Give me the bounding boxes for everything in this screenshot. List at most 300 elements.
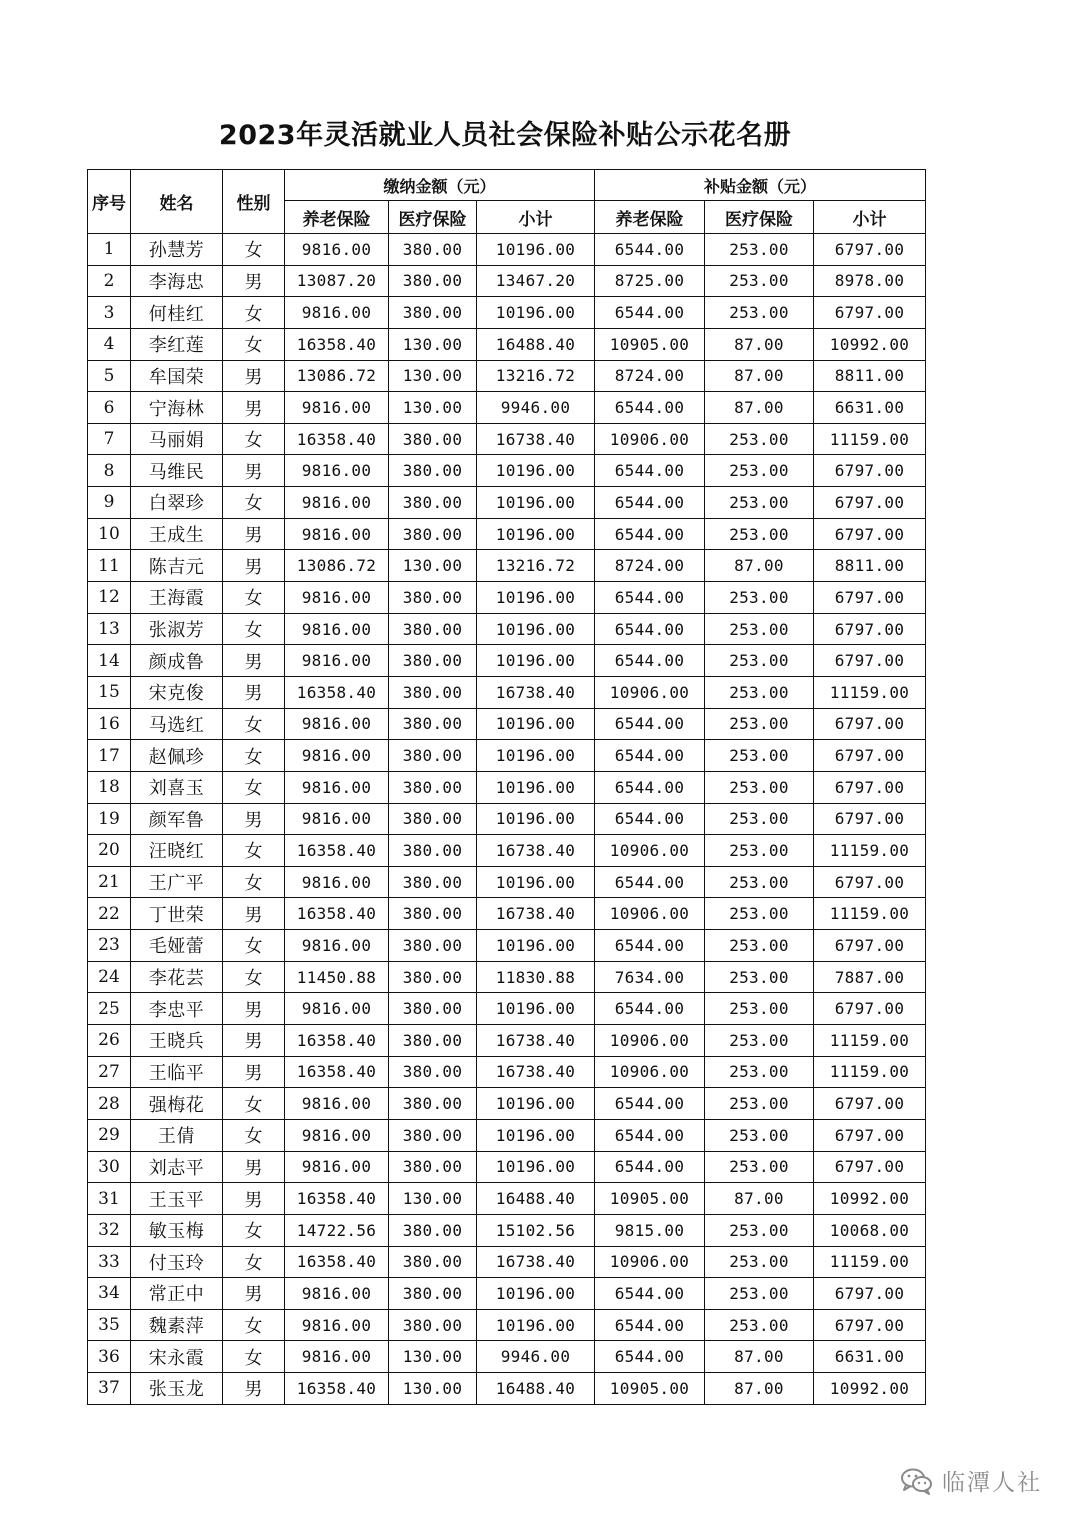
cell-subsidy-medical: 253.00 [705,961,814,993]
cell-paid-medical: 380.00 [389,740,477,772]
table-row [88,518,926,550]
cell-subsidy-subtotal: 6797.00 [814,297,926,329]
cell-seq: 18 [88,771,131,803]
cell-paid-medical: 130.00 [389,360,477,392]
cell-paid-pension: 16358.40 [285,898,389,930]
cell-paid-medical: 380.00 [389,1214,477,1246]
table-row [88,297,926,329]
cell-paid-subtotal: 10196.00 [477,645,595,677]
cell-paid-subtotal: 16488.40 [477,1373,595,1405]
table-row [88,1183,926,1215]
cell-gender: 女 [223,1341,285,1373]
cell-name: 王晓兵 [131,1025,223,1057]
col-header-subsidy-medical: 医疗保险 [705,201,814,234]
cell-paid-pension: 9816.00 [285,613,389,645]
cell-subsidy-pension: 8725.00 [595,265,705,297]
cell-paid-medical: 380.00 [389,803,477,835]
cell-subsidy-medical: 87.00 [705,550,814,582]
cell-subsidy-subtotal: 7887.00 [814,961,926,993]
table-row [88,392,926,424]
cell-name: 白翠珍 [131,487,223,519]
cell-paid-medical: 380.00 [389,487,477,519]
cell-gender: 女 [223,423,285,455]
cell-name: 李花芸 [131,961,223,993]
cell-subsidy-subtotal: 8811.00 [814,360,926,392]
cell-subsidy-medical: 253.00 [705,297,814,329]
cell-paid-subtotal: 10196.00 [477,803,595,835]
cell-subsidy-medical: 253.00 [705,613,814,645]
cell-subsidy-medical: 87.00 [705,1373,814,1405]
cell-subsidy-pension: 6544.00 [595,455,705,487]
cell-seq: 14 [88,645,131,677]
table-row [88,1278,926,1310]
cell-paid-pension: 9816.00 [285,297,389,329]
watermark [900,1464,1042,1497]
cell-paid-subtotal: 9946.00 [477,392,595,424]
cell-paid-subtotal: 9946.00 [477,1341,595,1373]
cell-subsidy-medical: 253.00 [705,234,814,266]
cell-paid-subtotal: 13467.20 [477,265,595,297]
table-row [88,835,926,867]
cell-name: 强梅花 [131,1088,223,1120]
cell-subsidy-pension: 8724.00 [595,360,705,392]
cell-gender: 男 [223,1373,285,1405]
cell-seq: 6 [88,392,131,424]
cell-paid-pension: 13087.20 [285,265,389,297]
page-title: 2023年灵活就业人员社会保险补贴公示花名册 [218,120,792,151]
cell-seq: 26 [88,1025,131,1057]
cell-name: 张淑芳 [131,613,223,645]
cell-subsidy-medical: 253.00 [705,582,814,614]
table-row [88,961,926,993]
cell-name: 李海忠 [131,265,223,297]
cell-name: 敏玉梅 [131,1214,223,1246]
cell-subsidy-pension: 6544.00 [595,392,705,424]
table-row [88,613,926,645]
cell-subsidy-pension: 6544.00 [595,1088,705,1120]
cell-paid-medical: 130.00 [389,550,477,582]
cell-paid-subtotal: 16488.40 [477,1183,595,1215]
cell-subsidy-subtotal: 6797.00 [814,1278,926,1310]
table-row [88,487,926,519]
cell-paid-pension: 9816.00 [285,392,389,424]
cell-gender: 女 [223,866,285,898]
cell-gender: 女 [223,1214,285,1246]
cell-seq: 24 [88,961,131,993]
cell-gender: 男 [223,518,285,550]
cell-seq: 17 [88,740,131,772]
cell-subsidy-subtotal: 8811.00 [814,550,926,582]
cell-seq: 7 [88,423,131,455]
cell-seq: 4 [88,328,131,360]
cell-paid-subtotal: 10196.00 [477,1278,595,1310]
table-row [88,1151,926,1183]
cell-name: 常正中 [131,1278,223,1310]
table-row [88,328,926,360]
table-row [88,803,926,835]
cell-seq: 1 [88,234,131,266]
cell-paid-pension: 16358.40 [285,1025,389,1057]
table-row [88,1056,926,1088]
cell-subsidy-subtotal: 6797.00 [814,803,926,835]
cell-gender: 女 [223,234,285,266]
cell-name: 马丽娟 [131,423,223,455]
cell-paid-medical: 380.00 [389,234,477,266]
cell-seq: 28 [88,1088,131,1120]
cell-paid-subtotal: 16738.40 [477,1246,595,1278]
cell-name: 宋克俊 [131,676,223,708]
cell-subsidy-subtotal: 6797.00 [814,708,926,740]
cell-paid-medical: 380.00 [389,1246,477,1278]
cell-subsidy-medical: 253.00 [705,740,814,772]
cell-subsidy-medical: 253.00 [705,487,814,519]
cell-subsidy-pension: 10905.00 [595,1183,705,1215]
table-row [88,708,926,740]
cell-subsidy-subtotal: 6797.00 [814,487,926,519]
cell-subsidy-subtotal: 6797.00 [814,518,926,550]
cell-paid-subtotal: 10196.00 [477,1151,595,1183]
cell-paid-subtotal: 16738.40 [477,676,595,708]
col-group-subsidy: 补贴金额（元） [595,170,926,201]
cell-paid-pension: 16358.40 [285,328,389,360]
table-row [88,898,926,930]
cell-paid-medical: 380.00 [389,930,477,962]
cell-gender: 男 [223,360,285,392]
table-row [88,645,926,677]
cell-paid-medical: 380.00 [389,1309,477,1341]
cell-subsidy-medical: 253.00 [705,1088,814,1120]
col-header-seq: 序号 [88,170,131,234]
cell-paid-subtotal: 10196.00 [477,866,595,898]
cell-paid-subtotal: 10196.00 [477,1088,595,1120]
cell-seq: 21 [88,866,131,898]
cell-seq: 31 [88,1183,131,1215]
cell-name: 刘喜玉 [131,771,223,803]
cell-subsidy-subtotal: 6631.00 [814,1341,926,1373]
col-header-paid-subtotal: 小计 [477,201,595,234]
table-row [88,1309,926,1341]
cell-seq: 29 [88,1119,131,1151]
cell-gender: 男 [223,392,285,424]
cell-seq: 33 [88,1246,131,1278]
cell-name: 王海霞 [131,582,223,614]
cell-name: 魏素萍 [131,1309,223,1341]
cell-paid-pension: 9816.00 [285,1119,389,1151]
cell-paid-subtotal: 16488.40 [477,328,595,360]
cell-paid-subtotal: 10196.00 [477,930,595,962]
col-header-subsidy-subtotal: 小计 [814,201,926,234]
cell-paid-pension: 16358.40 [285,423,389,455]
cell-gender: 女 [223,1309,285,1341]
cell-paid-pension: 9816.00 [285,487,389,519]
cell-subsidy-pension: 6544.00 [595,1119,705,1151]
cell-name: 马选红 [131,708,223,740]
cell-gender: 男 [223,1056,285,1088]
cell-gender: 女 [223,613,285,645]
cell-subsidy-pension: 10906.00 [595,423,705,455]
cell-name: 李忠平 [131,993,223,1025]
cell-subsidy-medical: 253.00 [705,771,814,803]
cell-subsidy-medical: 87.00 [705,392,814,424]
cell-paid-pension: 9816.00 [285,1151,389,1183]
cell-name: 宁海林 [131,392,223,424]
cell-subsidy-pension: 6544.00 [595,234,705,266]
cell-subsidy-subtotal: 11159.00 [814,676,926,708]
cell-gender: 男 [223,550,285,582]
cell-subsidy-subtotal: 6797.00 [814,1088,926,1120]
cell-paid-pension: 16358.40 [285,676,389,708]
cell-seq: 35 [88,1309,131,1341]
cell-name: 张玉龙 [131,1373,223,1405]
cell-seq: 25 [88,993,131,1025]
cell-paid-subtotal: 15102.56 [477,1214,595,1246]
cell-seq: 16 [88,708,131,740]
cell-subsidy-medical: 253.00 [705,1056,814,1088]
cell-paid-medical: 380.00 [389,771,477,803]
table-row [88,866,926,898]
cell-paid-medical: 380.00 [389,866,477,898]
cell-paid-medical: 380.00 [389,613,477,645]
cell-paid-medical: 380.00 [389,1056,477,1088]
cell-paid-subtotal: 10196.00 [477,582,595,614]
cell-subsidy-medical: 253.00 [705,898,814,930]
cell-gender: 女 [223,835,285,867]
cell-paid-pension: 9816.00 [285,582,389,614]
cell-subsidy-pension: 10906.00 [595,1056,705,1088]
cell-subsidy-pension: 6544.00 [595,1278,705,1310]
cell-gender: 男 [223,803,285,835]
cell-subsidy-medical: 253.00 [705,423,814,455]
cell-paid-subtotal: 10196.00 [477,455,595,487]
cell-subsidy-pension: 6544.00 [595,518,705,550]
table-row [88,1373,926,1405]
cell-seq: 11 [88,550,131,582]
cell-gender: 女 [223,1119,285,1151]
cell-name: 汪晓红 [131,835,223,867]
cell-seq: 22 [88,898,131,930]
cell-subsidy-medical: 253.00 [705,645,814,677]
cell-subsidy-medical: 253.00 [705,708,814,740]
cell-subsidy-medical: 253.00 [705,1309,814,1341]
cell-paid-pension: 13086.72 [285,360,389,392]
col-header-paid-medical: 医疗保险 [389,201,477,234]
table-row [88,423,926,455]
cell-paid-medical: 380.00 [389,1025,477,1057]
cell-paid-medical: 380.00 [389,993,477,1025]
cell-seq: 9 [88,487,131,519]
cell-subsidy-pension: 6544.00 [595,740,705,772]
cell-paid-pension: 9816.00 [285,930,389,962]
cell-subsidy-medical: 253.00 [705,1246,814,1278]
cell-subsidy-medical: 253.00 [705,930,814,962]
cell-paid-pension: 14722.56 [285,1214,389,1246]
cell-subsidy-medical: 87.00 [705,360,814,392]
cell-paid-pension: 9816.00 [285,1088,389,1120]
cell-gender: 男 [223,1025,285,1057]
cell-name: 王成生 [131,518,223,550]
cell-subsidy-pension: 6544.00 [595,930,705,962]
wechat-icon [900,1467,934,1495]
cell-seq: 27 [88,1056,131,1088]
table-row [88,1246,926,1278]
cell-name: 牟国荣 [131,360,223,392]
cell-seq: 3 [88,297,131,329]
cell-subsidy-subtotal: 6797.00 [814,993,926,1025]
cell-name: 王倩 [131,1119,223,1151]
cell-subsidy-medical: 253.00 [705,1214,814,1246]
cell-paid-pension: 9816.00 [285,518,389,550]
cell-gender: 男 [223,1183,285,1215]
cell-subsidy-medical: 253.00 [705,676,814,708]
cell-paid-medical: 380.00 [389,1278,477,1310]
cell-paid-subtotal: 10196.00 [477,518,595,550]
cell-paid-pension: 9816.00 [285,645,389,677]
cell-subsidy-pension: 6544.00 [595,708,705,740]
table-row [88,265,926,297]
cell-seq: 30 [88,1151,131,1183]
cell-paid-medical: 380.00 [389,1119,477,1151]
cell-subsidy-pension: 6544.00 [595,866,705,898]
cell-subsidy-subtotal: 6797.00 [814,455,926,487]
cell-subsidy-pension: 6544.00 [595,1309,705,1341]
cell-gender: 女 [223,771,285,803]
table-row [88,930,926,962]
table-row [88,582,926,614]
cell-paid-medical: 380.00 [389,835,477,867]
cell-subsidy-pension: 6544.00 [595,1151,705,1183]
cell-gender: 男 [223,1278,285,1310]
cell-gender: 男 [223,455,285,487]
cell-subsidy-subtotal: 6797.00 [814,613,926,645]
cell-gender: 女 [223,708,285,740]
cell-subsidy-subtotal: 8978.00 [814,265,926,297]
cell-seq: 5 [88,360,131,392]
cell-paid-subtotal: 10196.00 [477,708,595,740]
col-header-gender: 性别 [223,170,285,234]
cell-subsidy-pension: 10906.00 [595,898,705,930]
cell-subsidy-subtotal: 6797.00 [814,1119,926,1151]
cell-subsidy-pension: 6544.00 [595,771,705,803]
cell-name: 孙慧芳 [131,234,223,266]
cell-seq: 32 [88,1214,131,1246]
table-row [88,360,926,392]
cell-paid-subtotal: 13216.72 [477,550,595,582]
cell-paid-pension: 9816.00 [285,740,389,772]
cell-paid-subtotal: 16738.40 [477,1056,595,1088]
cell-name: 王临平 [131,1056,223,1088]
cell-paid-medical: 380.00 [389,582,477,614]
cell-subsidy-subtotal: 6797.00 [814,234,926,266]
cell-seq: 8 [88,455,131,487]
table-row [88,676,926,708]
col-header-name: 姓名 [131,170,223,234]
cell-seq: 12 [88,582,131,614]
cell-subsidy-pension: 6544.00 [595,993,705,1025]
table-row [88,1088,926,1120]
cell-seq: 34 [88,1278,131,1310]
cell-subsidy-subtotal: 11159.00 [814,1056,926,1088]
cell-subsidy-pension: 10906.00 [595,835,705,867]
cell-subsidy-subtotal: 11159.00 [814,1025,926,1057]
cell-subsidy-subtotal: 10992.00 [814,328,926,360]
cell-paid-subtotal: 10196.00 [477,234,595,266]
cell-gender: 男 [223,993,285,1025]
cell-seq: 13 [88,613,131,645]
cell-subsidy-pension: 10906.00 [595,1246,705,1278]
cell-paid-medical: 380.00 [389,898,477,930]
cell-subsidy-pension: 6544.00 [595,297,705,329]
roster-body [88,234,926,1405]
cell-gender: 女 [223,930,285,962]
cell-paid-medical: 380.00 [389,265,477,297]
cell-paid-pension: 9816.00 [285,803,389,835]
cell-paid-medical: 130.00 [389,1183,477,1215]
cell-name: 李红莲 [131,328,223,360]
cell-gender: 女 [223,740,285,772]
cell-paid-subtotal: 16738.40 [477,898,595,930]
cell-subsidy-medical: 87.00 [705,328,814,360]
cell-subsidy-pension: 6544.00 [595,613,705,645]
cell-subsidy-pension: 7634.00 [595,961,705,993]
cell-subsidy-medical: 253.00 [705,993,814,1025]
cell-subsidy-medical: 253.00 [705,866,814,898]
cell-name: 宋永霞 [131,1341,223,1373]
cell-subsidy-pension: 6544.00 [595,487,705,519]
cell-paid-pension: 16358.40 [285,1056,389,1088]
cell-paid-pension: 9816.00 [285,1278,389,1310]
cell-name: 刘志平 [131,1151,223,1183]
cell-subsidy-pension: 10905.00 [595,328,705,360]
cell-subsidy-medical: 253.00 [705,835,814,867]
cell-subsidy-medical: 253.00 [705,1119,814,1151]
cell-gender: 女 [223,961,285,993]
cell-paid-medical: 380.00 [389,708,477,740]
cell-paid-subtotal: 16738.40 [477,1025,595,1057]
cell-paid-medical: 130.00 [389,392,477,424]
cell-gender: 男 [223,645,285,677]
cell-gender: 男 [223,898,285,930]
cell-paid-pension: 9816.00 [285,234,389,266]
col-group-paid: 缴纳金额（元） [285,170,595,201]
cell-paid-medical: 380.00 [389,455,477,487]
cell-subsidy-medical: 253.00 [705,1151,814,1183]
cell-subsidy-medical: 253.00 [705,518,814,550]
cell-subsidy-subtotal: 6797.00 [814,930,926,962]
table-row [88,550,926,582]
cell-subsidy-medical: 87.00 [705,1341,814,1373]
cell-paid-medical: 130.00 [389,1373,477,1405]
cell-subsidy-medical: 253.00 [705,1025,814,1057]
cell-paid-subtotal: 10196.00 [477,771,595,803]
cell-subsidy-medical: 253.00 [705,455,814,487]
cell-gender: 女 [223,1088,285,1120]
cell-subsidy-pension: 6544.00 [595,1341,705,1373]
cell-subsidy-subtotal: 6797.00 [814,1151,926,1183]
cell-gender: 女 [223,487,285,519]
cell-gender: 女 [223,328,285,360]
cell-gender: 男 [223,676,285,708]
cell-subsidy-subtotal: 6797.00 [814,645,926,677]
cell-subsidy-subtotal: 6797.00 [814,866,926,898]
cell-name: 颜成鲁 [131,645,223,677]
watermark-text: 临潭人社 [942,1470,1042,1496]
table-row [88,1341,926,1373]
cell-subsidy-pension: 10905.00 [595,1373,705,1405]
cell-subsidy-medical: 253.00 [705,265,814,297]
cell-paid-medical: 380.00 [389,1088,477,1120]
cell-paid-subtotal: 10196.00 [477,487,595,519]
cell-paid-medical: 130.00 [389,328,477,360]
